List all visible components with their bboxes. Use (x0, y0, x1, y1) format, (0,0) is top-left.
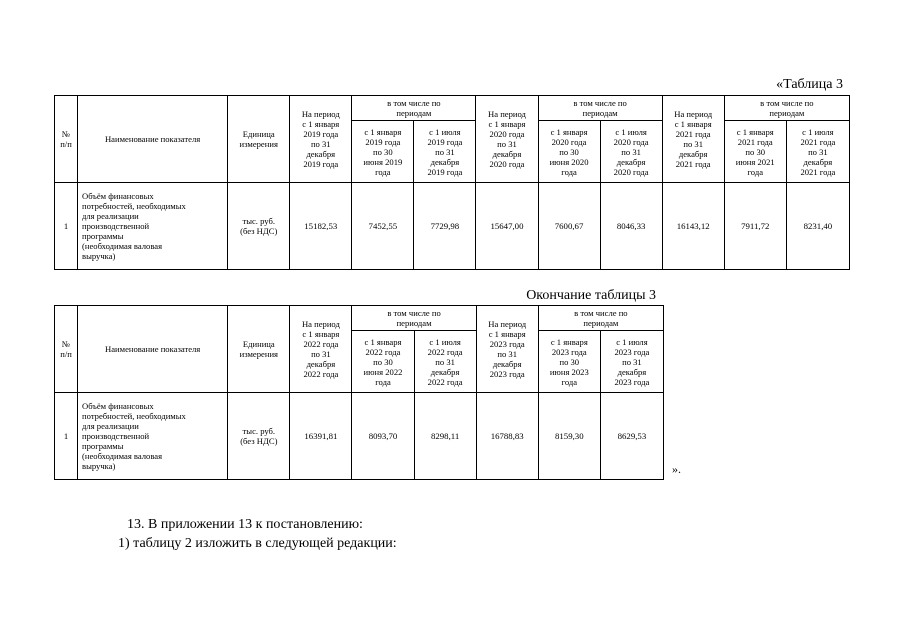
paragraph-item: 1) таблицу 2 изложить в следующей редакции: (118, 536, 397, 551)
header-unit: Единица измерения (228, 306, 290, 393)
header-subperiod: с 1 января 2019 года по 30 июня 2019 года (352, 121, 414, 183)
header-period-incl: в том числе по периодам (724, 96, 849, 121)
header-subperiod: с 1 января 2021 года по 30 июня 2021 года (724, 121, 786, 183)
table1-caption: «Таблица 3 (776, 77, 843, 92)
table-row (55, 183, 850, 270)
header-period-total: На период с 1 января 2023 года по 31 декабря 2023 года (476, 306, 538, 393)
header-num: № п/п (55, 96, 78, 183)
header-period-incl: в том числе по периодам (352, 306, 476, 331)
row-value: 7911,72 (724, 183, 786, 270)
header-subperiod: с 1 января 2020 года по 30 июня 2020 года (538, 121, 600, 183)
row-value: 7452,55 (352, 183, 414, 270)
row-name: Объём финансовых потребностей, необходимых для реализации производственной программы (необходимая валовая выручка) (78, 393, 228, 480)
header-name: Наименование показателя (78, 306, 228, 393)
header-period-incl: в том числе по периодам (538, 306, 663, 331)
table1 (54, 95, 850, 270)
header-name: Наименование показателя (78, 96, 228, 183)
header-period-incl: в том числе по периодам (352, 96, 476, 121)
row-value: 8231,40 (786, 183, 849, 270)
table-row (55, 393, 664, 480)
row-value: 15182,53 (290, 183, 352, 270)
paragraph-item: 13. В приложении 13 к постановлению: (127, 517, 363, 532)
header-period-total: На период с 1 января 2022 года по 31 декабря 2022 года (290, 306, 352, 393)
row-value: 15647,00 (476, 183, 538, 270)
row-value: 8159,30 (538, 393, 600, 480)
header-subperiod: с 1 июля 2021 года по 31 декабря 2021 года (786, 121, 849, 183)
row-value: 16391,81 (290, 393, 352, 480)
header-subperiod: с 1 января 2022 года по 30 июня 2022 года (352, 331, 414, 393)
header-unit: Единица измерения (228, 96, 290, 183)
header-period-total: На период с 1 января 2019 года по 31 декабря 2019 года (290, 96, 352, 183)
header-subperiod: с 1 июля 2020 года по 31 декабря 2020 года (600, 121, 662, 183)
row-value: 8298,11 (414, 393, 476, 480)
row-value: 8046,33 (600, 183, 662, 270)
table2-caption: Окончание таблицы 3 (526, 288, 656, 303)
closing-quote: ». (672, 462, 681, 476)
header-period-incl: в том числе по периодам (538, 96, 662, 121)
header-subperiod: с 1 июля 2019 года по 31 декабря 2019 года (414, 121, 476, 183)
header-period-total: На период с 1 января 2021 года по 31 декабря 2021 года (662, 96, 724, 183)
row-value: 7729,98 (414, 183, 476, 270)
header-subperiod: с 1 января 2023 года по 30 июня 2023 года (538, 331, 600, 393)
row-num: 1 (55, 393, 78, 480)
row-name: Объём финансовых потребностей, необходимых для реализации производственной программы (необходимая валовая выручка) (78, 183, 228, 270)
row-value: 8093,70 (352, 393, 414, 480)
row-unit: тыс. руб. (без НДС) (228, 393, 290, 480)
row-value: 16788,83 (476, 393, 538, 480)
header-subperiod: с 1 июля 2023 года по 31 декабря 2023 года (600, 331, 663, 393)
header-period-total: На период с 1 января 2020 года по 31 декабря 2020 года (476, 96, 538, 183)
row-num: 1 (55, 183, 78, 270)
row-value: 7600,67 (538, 183, 600, 270)
row-value: 16143,12 (662, 183, 724, 270)
header-num: № п/п (55, 306, 78, 393)
table2 (54, 305, 664, 480)
header-subperiod: с 1 июля 2022 года по 31 декабря 2022 года (414, 331, 476, 393)
row-unit: тыс. руб. (без НДС) (228, 183, 290, 270)
row-value: 8629,53 (600, 393, 663, 480)
